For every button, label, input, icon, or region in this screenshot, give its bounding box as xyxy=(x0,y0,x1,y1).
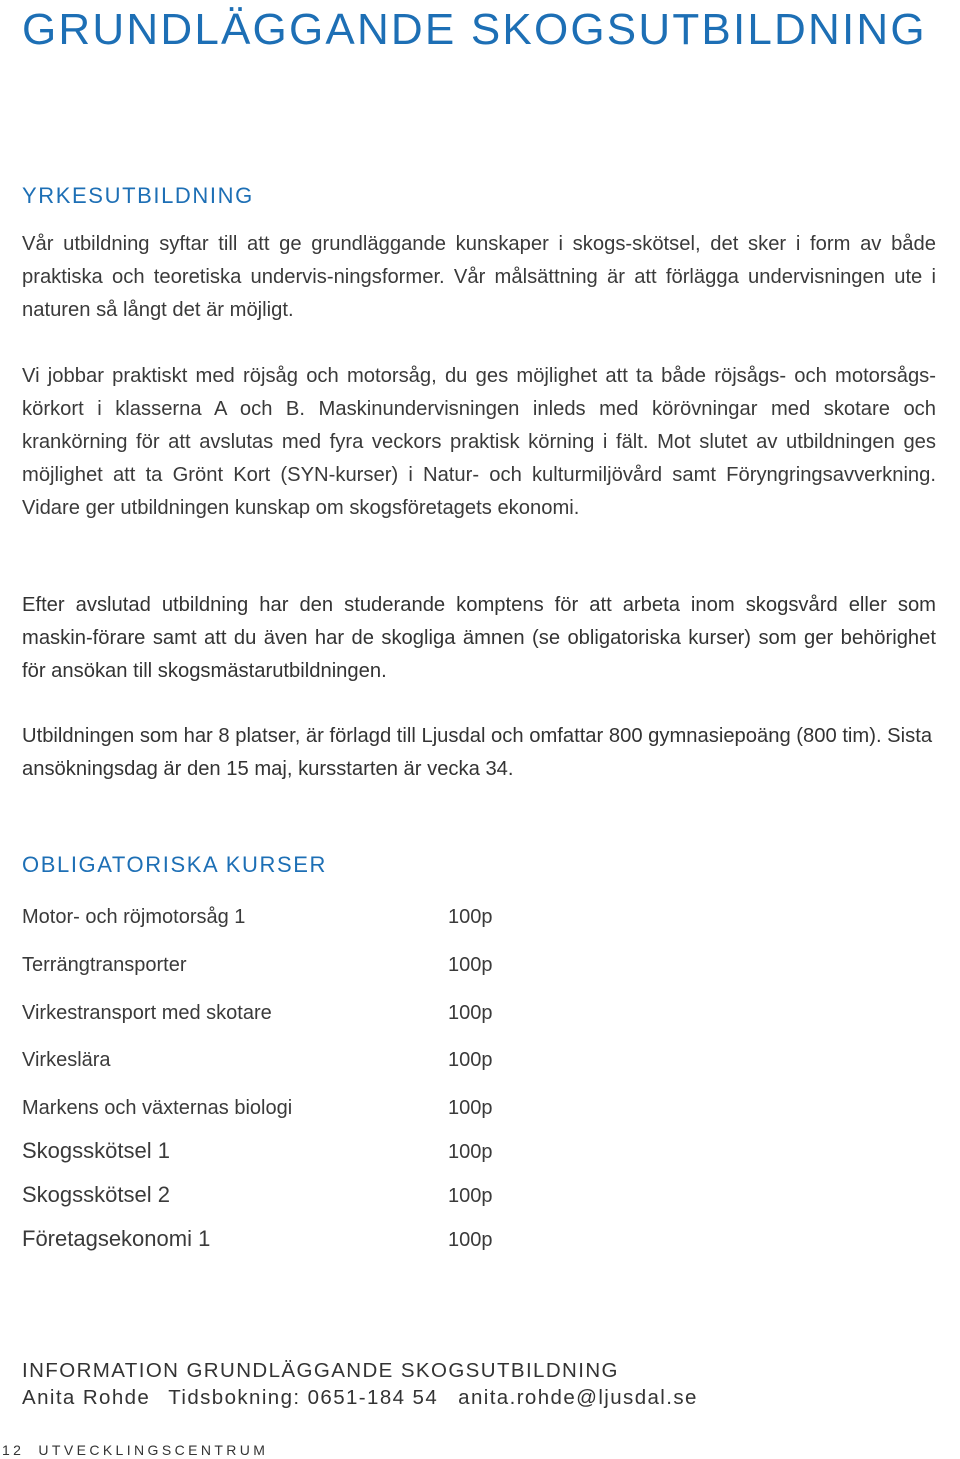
course-points: 100p xyxy=(448,1049,493,1071)
course-points: 100p xyxy=(448,1141,493,1163)
publication-name: UTVECKLINGSCENTRUM xyxy=(38,1442,269,1458)
course-points: 100p xyxy=(448,1185,493,1207)
contact-name: Anita Rohde xyxy=(22,1386,151,1409)
paragraph-intro: Vår utbildning syftar till att ge grundläggande kunskaper i skogs-skötsel, det sker i form av både praktiska och teoretiska undervis-ningsformer. Vår målsättning är att förlägga undervisningen ute i naturen så långt det är möjligt. xyxy=(22,233,936,321)
course-points: 100p xyxy=(448,906,493,928)
course-name: Företagsekonomi 1 xyxy=(22,1226,211,1251)
course-name: Motor- och röjmotorsåg 1 xyxy=(22,906,246,928)
info-heading: INFORMATION GRUNDLÄGGANDE SKOGSUTBILDNING xyxy=(22,1359,619,1382)
course-name: Markens och växternas biologi xyxy=(22,1097,293,1119)
course-name: Virkeslära xyxy=(22,1049,111,1071)
course-points: 100p xyxy=(448,1229,493,1251)
course-name: Skogsskötsel 2 xyxy=(22,1182,170,1207)
course-name: Virkestransport med skotare xyxy=(22,1002,272,1024)
paragraph-practical: Vi jobbar praktiskt med röjsåg och motorsåg, du ges möjlighet att ta både röjsågs- och motorsågs-körkort i klasserna A och B. Maskinundervisningen inleds med körövningar med skotare och krankörning för att avslutas med fyra veckors praktisk körning i fält. Mot slutet av utbildningen ges möjlighet att ta Grönt Kort (SYN-kurser) i Natur- och kulturmiljövård samt Föryngringsavverkning. Vidare ger utbildningen kunskap om skogsföretagets ekonomi. xyxy=(22,365,936,519)
paragraph-admission: Utbildningen som har 8 platser, är förlagd till Ljusdal och omfattar 800 gymnasiepoäng (800 tim). Sista ansökningsdag är den 15 maj, kursstarten är vecka 34. xyxy=(22,725,933,780)
contact-line xyxy=(22,1385,698,1411)
paragraph-competence: Efter avslutad utbildning har den studerande komptens för att arbeta inom skogsvård eller som maskin-förare samt att du även har de skogliga ämnen (se obligatoriska kurser) som ger behörighet för ansökan till skogsmästarutbildningen. xyxy=(22,594,936,682)
course-points: 100p xyxy=(448,1002,493,1024)
page-title: GRUNDLÄGGANDE SKOGSUTBILDNING xyxy=(22,5,927,54)
section-heading-obligatoriska-kurser: OBLIGATORISKA KURSER xyxy=(22,852,328,877)
course-name: Skogsskötsel 1 xyxy=(22,1138,170,1163)
section-heading-yrkesutbildning: YRKESUTBILDNING xyxy=(22,183,254,208)
course-points: 100p xyxy=(448,1097,493,1119)
contact-email[interactable]: anita.rohde@ljusdal.se xyxy=(458,1386,698,1409)
course-points: 100p xyxy=(448,954,493,976)
footer xyxy=(2,1441,268,1459)
page-number: 12 xyxy=(2,1442,25,1458)
contact-phone: Tidsbokning: 0651-184 54 xyxy=(168,1386,439,1409)
course-name: Terrängtransporter xyxy=(22,954,187,976)
